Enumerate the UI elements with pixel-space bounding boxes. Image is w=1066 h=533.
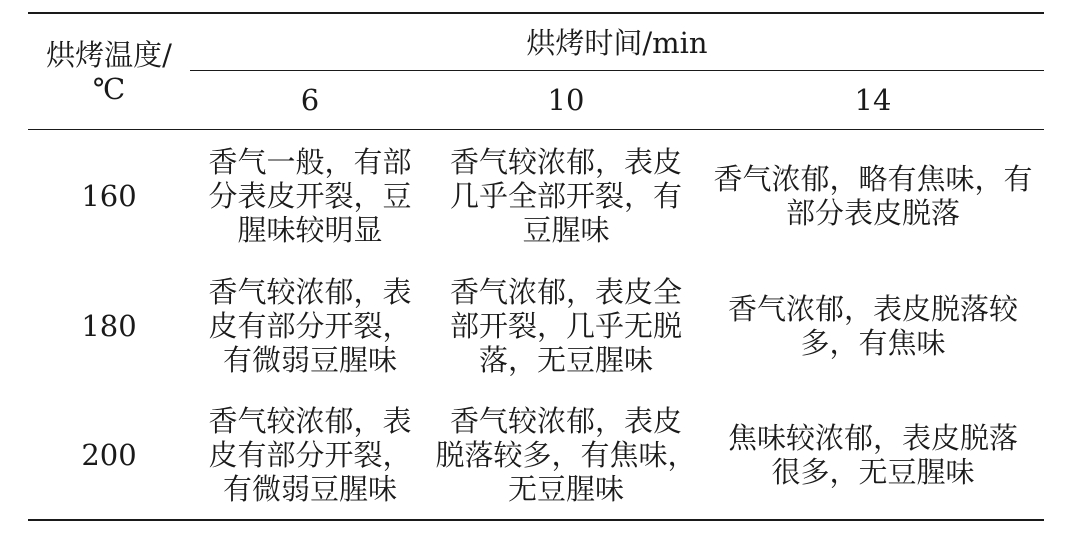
cell-line: 香气一般，有部 [208,145,412,179]
header-time-value: 6 [300,83,320,117]
cell-line: 皮有部分开裂， [208,309,412,343]
header-temperature [28,16,190,128]
header-time-14 [702,72,1044,128]
cell-line: 香气浓郁，表皮全 [449,275,682,309]
cell-line: 香气浓郁，略有焦味，有 [713,162,1033,196]
temp-value: 160 [81,179,137,213]
header-rule [28,129,1044,130]
table-cell [190,392,430,518]
cell-line: 脱落较多，有焦味， [435,438,697,472]
header-temperature-label: 烘烤温度/ [46,38,172,72]
cell-line: 香气较浓郁，表皮 [449,145,682,179]
cell-line: 香气浓郁，表皮脱落较 [727,292,1018,326]
cell-line: 香气较浓郁，表 [208,275,412,309]
header-time-value: 14 [854,83,892,117]
cell-line: 几乎全部开裂，有 [449,179,682,213]
table-cell [430,392,702,518]
header-time-10 [430,72,702,128]
temp-value: 180 [81,309,137,343]
header-time-6 [190,72,430,128]
table-cell [430,132,702,260]
top-rule [28,12,1044,14]
table-cell [190,132,430,260]
temp-value: 200 [81,438,137,472]
cell-line: 香气较浓郁，表 [208,404,412,438]
table-cell [190,262,430,390]
header-temperature-unit: ℃ [92,72,126,106]
header-time-label: 烘烤时间/min [526,26,708,60]
table-cell [702,132,1044,260]
cell-line: 多，有焦味 [800,326,946,360]
cell-line: 豆腥味 [522,213,610,247]
table-cell [430,262,702,390]
table-row-temp [28,132,190,260]
cell-line: 焦味较浓郁，表皮脱落 [727,421,1018,455]
table-cell [702,392,1044,518]
bottom-rule [28,519,1044,521]
cell-line: 无豆腥味 [507,472,624,506]
table-row-temp [28,392,190,518]
cell-line: 香气较浓郁，表皮 [449,404,682,438]
table-row-temp [28,262,190,390]
header-time-value: 10 [547,83,585,117]
cell-line: 部分表皮脱落 [785,196,960,230]
table-cell [702,262,1044,390]
cell-line: 皮有部分开裂， [208,438,412,472]
cell-line: 有微弱豆腥味 [222,343,397,377]
cell-line: 部开裂，几乎无脱 [449,309,682,343]
cell-line: 很多，无豆腥味 [771,455,975,489]
cell-line: 分表皮开裂，豆 [208,179,412,213]
cell-line: 腥味较明显 [237,213,383,247]
cell-line: 落，无豆腥味 [478,343,653,377]
cell-line: 有微弱豆腥味 [222,472,397,506]
header-time [190,16,1044,70]
header-subrule [190,70,1044,71]
